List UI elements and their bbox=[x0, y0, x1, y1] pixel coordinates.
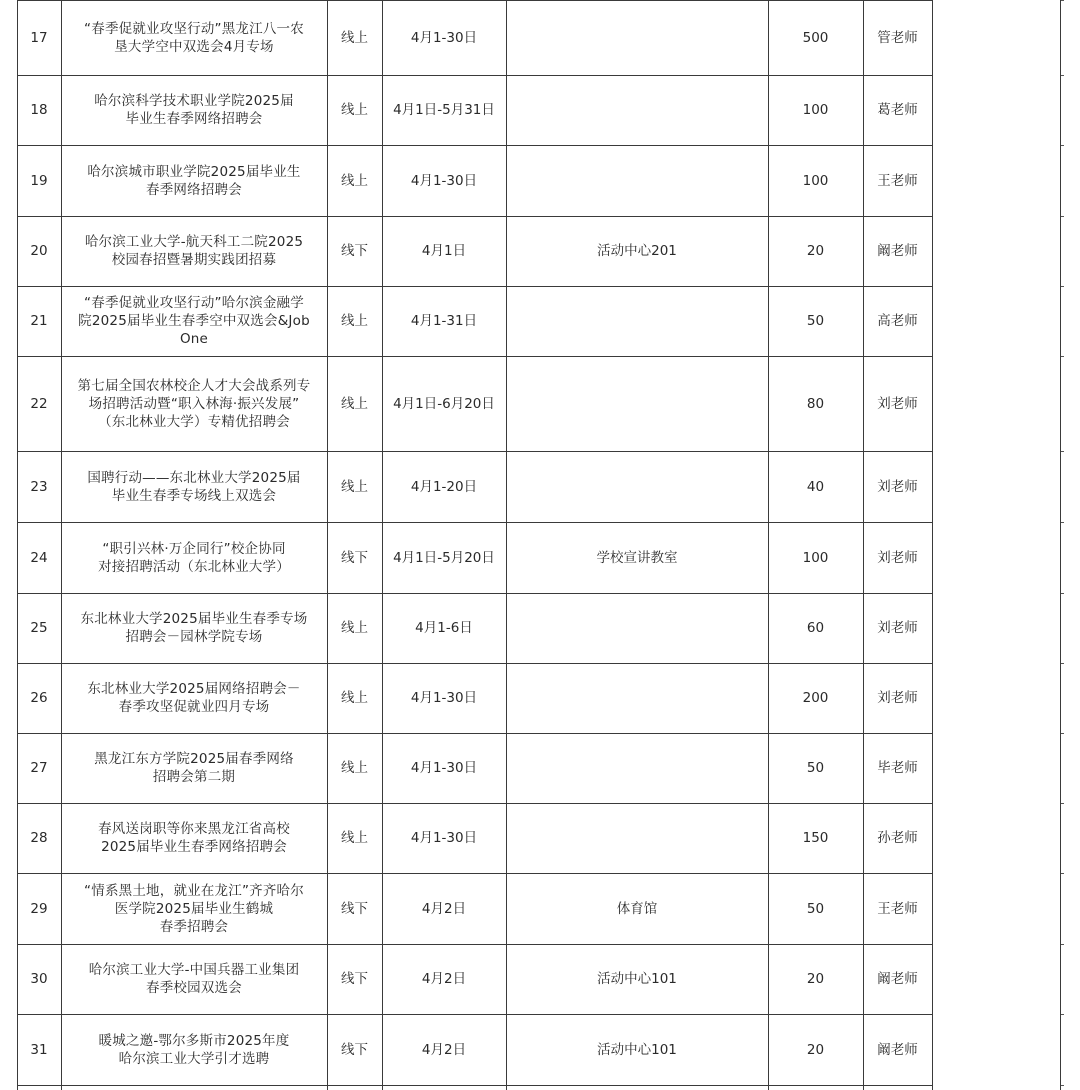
cell-event-title: 黑龙江东方学院2025届春季网络 招聘会第二期 bbox=[94, 751, 294, 785]
cell-contact: 阚老师 bbox=[877, 971, 918, 987]
cell-event-title: 国聘行动——东北林业大学2025届 毕业生春季专场线上双选会 bbox=[87, 469, 301, 504]
cell-event-title: “春季促就业攻坚行动”哈尔滨金融学 院2025届毕业生春季空中双选会&Job One bbox=[78, 295, 310, 347]
cell-mode: 线上 bbox=[341, 620, 368, 636]
cell-contact: 王老师 bbox=[877, 172, 918, 189]
edge-tick bbox=[1061, 1014, 1064, 1015]
cell-event-title: 哈尔滨科学技术职业学院2025届 毕业生春季网络招聘会 bbox=[94, 93, 294, 127]
cell-date: 4月1日 bbox=[421, 243, 467, 259]
cell-venue bbox=[507, 594, 767, 662]
cell-mode: 线上 bbox=[341, 478, 368, 495]
cell-mode: 线上 bbox=[341, 313, 368, 329]
cell-mode: 线上 bbox=[341, 102, 368, 118]
edge-tick bbox=[1061, 286, 1064, 287]
cell-venue bbox=[507, 664, 767, 732]
cell-headcount: 20 bbox=[806, 971, 825, 987]
cell-venue bbox=[507, 734, 767, 802]
row-divider bbox=[17, 1085, 932, 1086]
cell-event-title: 暖城之邀-鄂尔多斯市2025年度 哈尔滨工业大学引才选聘 bbox=[98, 1032, 290, 1067]
cell-venue: 活动中心101 bbox=[597, 971, 677, 987]
cell-mode: 线下 bbox=[341, 549, 368, 566]
edge-tick bbox=[1061, 803, 1064, 804]
cell-contact: 王老师 bbox=[877, 900, 918, 917]
cell-event-title: 哈尔滨城市职业学院2025届毕业生 春季网络招聘会 bbox=[87, 163, 301, 198]
cell-row-number: 17 bbox=[30, 29, 48, 46]
edge-tick bbox=[1061, 593, 1064, 594]
cell-mode: 线上 bbox=[341, 760, 368, 776]
cell-headcount: 100 bbox=[802, 549, 829, 566]
cell-row-number: 30 bbox=[30, 971, 48, 987]
cell-row-number: 31 bbox=[30, 1041, 48, 1058]
cell-contact: 管老师 bbox=[877, 29, 918, 46]
cell-row-number: 18 bbox=[30, 102, 48, 118]
cell-headcount: 500 bbox=[802, 29, 829, 46]
cell-contact: 刘老师 bbox=[877, 690, 918, 706]
cell-mode: 线下 bbox=[341, 243, 368, 259]
edge-tick bbox=[1061, 1085, 1064, 1086]
edge-tick bbox=[1061, 75, 1064, 76]
cell-mode: 线下 bbox=[341, 971, 368, 987]
cell-date: 4月1-20日 bbox=[410, 478, 478, 495]
cell-mode: 线下 bbox=[341, 900, 368, 917]
cell-date: 4月2日 bbox=[421, 900, 467, 917]
edge-tick bbox=[1061, 145, 1064, 146]
cell-date: 4月1-30日 bbox=[410, 29, 478, 46]
cell-date: 4月2日 bbox=[421, 971, 467, 987]
cell-mode: 线上 bbox=[341, 830, 368, 846]
cell-venue bbox=[507, 287, 767, 355]
cell-date: 4月1-30日 bbox=[410, 830, 478, 846]
cell-mode: 线上 bbox=[341, 690, 368, 706]
cell-headcount: 40 bbox=[806, 478, 825, 495]
edge-tick bbox=[1061, 873, 1064, 874]
cell-row-number: 27 bbox=[30, 760, 48, 776]
cell-date: 4月1日-5月20日 bbox=[393, 549, 495, 566]
cell-mode: 线上 bbox=[341, 395, 368, 412]
cell-row-number: 28 bbox=[30, 830, 48, 846]
cell-date: 4月2日 bbox=[421, 1041, 467, 1058]
cell-event-title: “情系黑土地，就业在龙江”齐齐哈尔 医学院2025届毕业生鹤城 春季招聘会 bbox=[84, 882, 304, 935]
cell-venue: 活动中心201 bbox=[597, 243, 677, 259]
edge-tick bbox=[1061, 216, 1064, 217]
cell-row-number: 25 bbox=[30, 620, 48, 636]
cell-headcount: 80 bbox=[806, 395, 825, 412]
cell-row-number: 20 bbox=[30, 243, 48, 259]
cell-contact: 葛老师 bbox=[877, 102, 918, 118]
cell-contact: 毕老师 bbox=[877, 760, 918, 776]
cell-mode: 线下 bbox=[341, 1041, 368, 1058]
cell-headcount: 150 bbox=[802, 830, 829, 846]
cell-date: 4月1-30日 bbox=[410, 172, 478, 189]
edge-tick bbox=[1061, 944, 1064, 945]
edge-tick bbox=[1061, 451, 1064, 452]
cell-headcount: 20 bbox=[806, 243, 825, 259]
cell-venue: 体育馆 bbox=[616, 900, 658, 917]
cell-venue bbox=[507, 357, 767, 450]
cell-row-number: 29 bbox=[30, 900, 48, 917]
cell-contact: 阚老师 bbox=[877, 243, 918, 259]
cell-date: 4月1-30日 bbox=[410, 690, 478, 706]
edge-tick bbox=[1061, 356, 1064, 357]
cell-venue bbox=[507, 1, 767, 74]
cell-row-number: 23 bbox=[30, 478, 48, 495]
cell-event-title: 哈尔滨工业大学-航天科工二院2025 校园春招暨暑期实践团招募 bbox=[84, 234, 304, 268]
cell-event-title: 东北林业大学2025届毕业生春季专场 招聘会－园林学院专场 bbox=[80, 611, 308, 645]
cell-headcount: 50 bbox=[806, 900, 825, 917]
column-divider bbox=[1060, 0, 1061, 1090]
cell-headcount: 60 bbox=[806, 620, 825, 636]
cell-row-number: 26 bbox=[30, 690, 48, 706]
edge-tick bbox=[1061, 733, 1064, 734]
cell-headcount: 50 bbox=[806, 313, 825, 329]
cell-event-title: 哈尔滨工业大学-中国兵器工业集团 春季校园双选会 bbox=[88, 962, 300, 996]
cell-event-title: 春风送岗职等你来黑龙江省高校 2025届毕业生春季网络招聘会 bbox=[98, 821, 290, 855]
cell-mode: 线上 bbox=[341, 29, 368, 46]
cell-date: 4月1日-5月31日 bbox=[393, 102, 495, 118]
cell-venue bbox=[507, 804, 767, 872]
edge-tick bbox=[1061, 663, 1064, 664]
cell-venue: 活动中心101 bbox=[597, 1041, 677, 1058]
cell-headcount: 100 bbox=[802, 172, 829, 189]
cell-date: 4月1-30日 bbox=[410, 760, 478, 776]
cell-contact: 阚老师 bbox=[877, 1041, 918, 1058]
cell-row-number: 22 bbox=[30, 395, 48, 412]
cell-headcount: 200 bbox=[802, 690, 829, 706]
cell-date: 4月1日-6月20日 bbox=[393, 395, 495, 412]
cell-row-number: 21 bbox=[30, 313, 48, 329]
cell-contact: 刘老师 bbox=[877, 478, 918, 495]
cell-venue bbox=[507, 452, 767, 521]
column-divider bbox=[932, 0, 933, 1090]
cell-row-number: 19 bbox=[30, 172, 48, 189]
cell-headcount: 50 bbox=[806, 760, 825, 776]
cell-contact: 刘老师 bbox=[877, 549, 918, 566]
cell-mode: 线上 bbox=[341, 172, 368, 189]
cell-contact: 高老师 bbox=[877, 313, 918, 329]
cell-headcount: 20 bbox=[806, 1041, 825, 1058]
cell-event-title: 东北林业大学2025届网络招聘会－ 春季攻坚促就业四月专场 bbox=[87, 681, 301, 715]
cell-date: 4月1-31日 bbox=[410, 313, 478, 329]
cell-event-title: “春季促就业攻坚行动”黑龙江八一农 垦大学空中双选会4月专场 bbox=[84, 20, 304, 55]
cell-row-number: 24 bbox=[30, 549, 48, 566]
cell-venue: 学校宣讲教室 bbox=[596, 549, 678, 566]
cell-venue bbox=[507, 146, 767, 215]
edge-tick bbox=[1061, 0, 1064, 1]
cell-event-title: 第七届全国农林校企人才大会战系列专 场招聘活动暨“职入林海·振兴发展” （东北林业大学）专精优招聘会 bbox=[77, 377, 311, 430]
cell-venue bbox=[507, 76, 767, 144]
edge-tick bbox=[1061, 522, 1064, 523]
cell-contact: 刘老师 bbox=[877, 620, 918, 636]
cell-contact: 孙老师 bbox=[877, 830, 918, 846]
cell-headcount: 100 bbox=[802, 102, 829, 118]
cell-contact: 刘老师 bbox=[877, 395, 918, 412]
cell-date: 4月1-6日 bbox=[415, 620, 473, 636]
cell-event-title: “职引兴林·万企同行”校企协同 对接招聘活动（东北林业大学） bbox=[98, 540, 290, 575]
